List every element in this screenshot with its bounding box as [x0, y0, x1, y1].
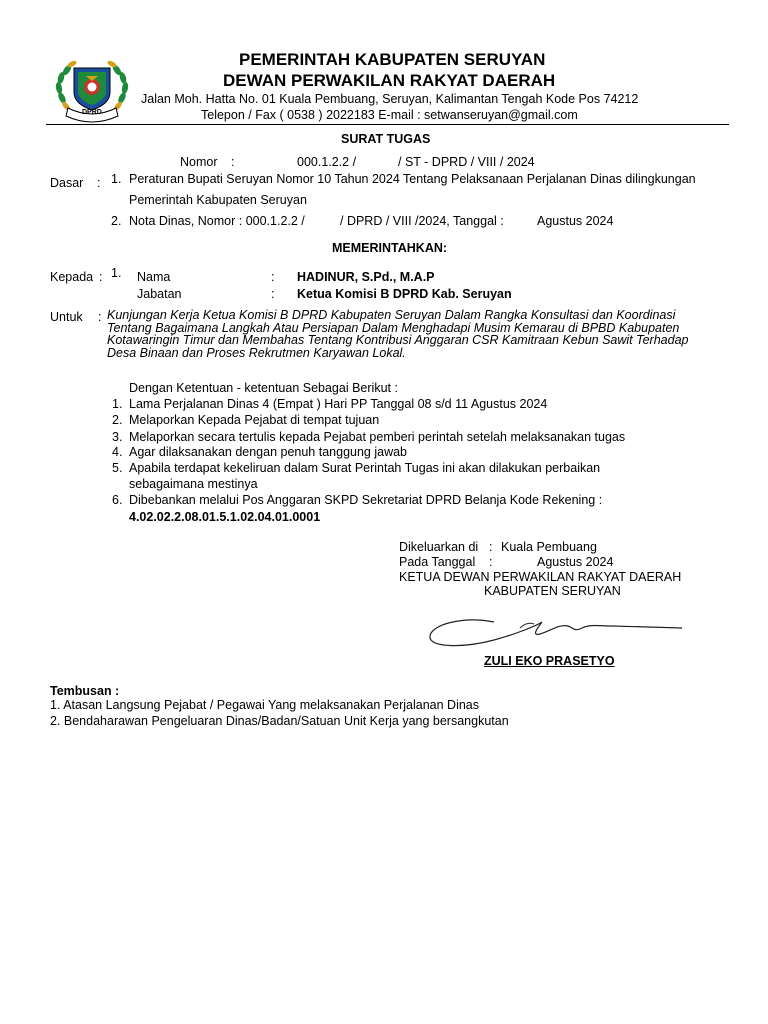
ketentuan-6-text: Dibebankan melalui Pos Anggaran SKPD Sekretariat DPRD Belanja Kode Rekening : [129, 493, 603, 507]
logo-text: DPRD [82, 109, 102, 116]
header-divider [46, 124, 729, 125]
untuk-colon: : [98, 310, 102, 324]
signature-scribble [424, 608, 688, 656]
nomor-part1: 000.1.2.2 / [297, 155, 357, 169]
tembusan-item-1: 1. Atasan Langsung Pejabat / Pegawai Yang melaksanakan Perjalanan Dinas [50, 698, 480, 712]
dasar-item1-line1: Peraturan Bupati Seruyan Nomor 10 Tahun 2024 Tentang Pelaksanaan Perjalanan Dinas dilingkungan [129, 172, 696, 186]
nama-label: Nama [137, 270, 171, 284]
dasar-colon: : [97, 176, 101, 190]
untuk-text: Kunjungan Kerja Ketua Komisi B DPRD Kabupaten Seruyan Dalam Rangka Konsultasi dan Koordinasi Tentang Bagaimana Langkah Atau Persiapan Dalam Menghadapi Musim Kemarau di BPBD Kabupaten Kotawaringin Timur dan Membahas Tentang Kontribusi Anggaran CSR Kamitraan Kebun Sawit Terhadap Desa Binaan dan Proses Rekrutmen Karyawan Lokal. [107, 308, 689, 360]
dasar-item2-part3: Agustus 2024 [537, 214, 614, 228]
kepada-colon: : [99, 270, 103, 284]
ketentuan-2-num: 2. [112, 413, 123, 427]
nama-colon: : [271, 270, 275, 284]
dikeluarkan-value: Kuala Pembuang [501, 540, 597, 554]
untuk-label: Untuk [50, 310, 83, 324]
nomor-colon: : [231, 155, 235, 169]
nomor-part2: / ST - DPRD / VIII / 2024 [398, 155, 535, 169]
signatory-name: ZULI EKO PRASETYO [484, 654, 615, 668]
ketentuan-3-text: Melaporkan secara tertulis kepada Pejabat pemberi perintah setelah melaksanakan tugas [129, 430, 626, 444]
ketentuan-1-text: Lama Perjalanan Dinas 4 (Empat ) Hari PP Tanggal 08 s/d 11 Agustus 2024 [129, 397, 548, 411]
tembusan-item-2: 2. Bendaharawan Pengeluaran Dinas/Badan/Satuan Unit Kerja yang bersangkutan [50, 714, 509, 728]
header-line2: DEWAN PERWAKILAN RAKYAT DAERAH [223, 71, 556, 90]
ketentuan-5-text: Apabila terdapat kekeliruan dalam Surat Perintah Tugas ini akan dilakukan perbaikan [129, 461, 601, 475]
dikeluarkan-colon: : [489, 540, 493, 554]
dprd-logo [52, 58, 132, 124]
ketentuan-5-text2: sebagaimana mestinya [129, 477, 258, 491]
jabatan-value: Ketua Komisi B DPRD Kab. Seruyan [297, 287, 512, 301]
dasar-label: Dasar [50, 176, 84, 190]
ketentuan-6-num: 6. [112, 493, 123, 507]
ketentuan-1-num: 1. [112, 397, 123, 411]
header-line1: PEMERINTAH KABUPATEN SERUYAN [239, 50, 546, 69]
header-address: Jalan Moh. Hatta No. 01 Kuala Pembuang, Seruyan, Kalimantan Tengah Kode Pos 74212 [141, 92, 639, 106]
doc-title: SURAT TUGAS [341, 132, 431, 146]
tanggal-label: Pada Tanggal [399, 555, 476, 569]
dasar-item1-num: 1. [111, 172, 122, 186]
signatory-region: KABUPATEN SERUYAN [484, 584, 621, 598]
ketentuan-3-num: 3. [112, 430, 123, 444]
kode-rekening: 4.02.02.2.08.01.5.1.02.04.01.0001 [129, 510, 321, 524]
jabatan-colon: : [271, 287, 275, 301]
dasar-item2-num: 2. [111, 214, 122, 228]
signatory-position: KETUA DEWAN PERWAKILAN RAKYAT DAERAH [399, 570, 682, 584]
header-contact: Telepon / Fax ( 0538 ) 2022183 E-mail : setwanseruyan@gmail.com [201, 108, 578, 122]
ketentuan-intro: Dengan Ketentuan - ketentuan Sebagai Berikut : [129, 381, 398, 395]
kepada-label: Kepada [50, 270, 94, 284]
tanggal-colon: : [489, 555, 493, 569]
kepada-num: 1. [111, 266, 122, 280]
tanggal-value: Agustus 2024 [537, 555, 614, 569]
ketentuan-5-num: 5. [112, 461, 123, 475]
memerintahkan-heading: MEMERINTAHKAN: [332, 241, 448, 255]
dikeluarkan-label: Dikeluarkan di [399, 540, 479, 554]
jabatan-label: Jabatan [137, 287, 182, 301]
ketentuan-2-text: Melaporkan Kepada Pejabat di tempat tujuan [129, 413, 380, 427]
dasar-item1-line2: Pemerintah Kabupaten Seruyan [129, 193, 307, 207]
tembusan-title: Tembusan : [50, 684, 120, 698]
dasar-item2-part1: Nota Dinas, Nomor : 000.1.2.2 / [129, 214, 305, 228]
nama-value: HADINUR, S.Pd., M.A.P [297, 270, 435, 284]
dasar-item2-part2: / DPRD / VIII /2024, Tanggal : [340, 214, 504, 228]
ketentuan-4-num: 4. [112, 445, 123, 459]
ketentuan-4-text: Agar dilaksanakan dengan penuh tanggung jawab [129, 445, 408, 459]
nomor-label: Nomor [180, 155, 218, 169]
